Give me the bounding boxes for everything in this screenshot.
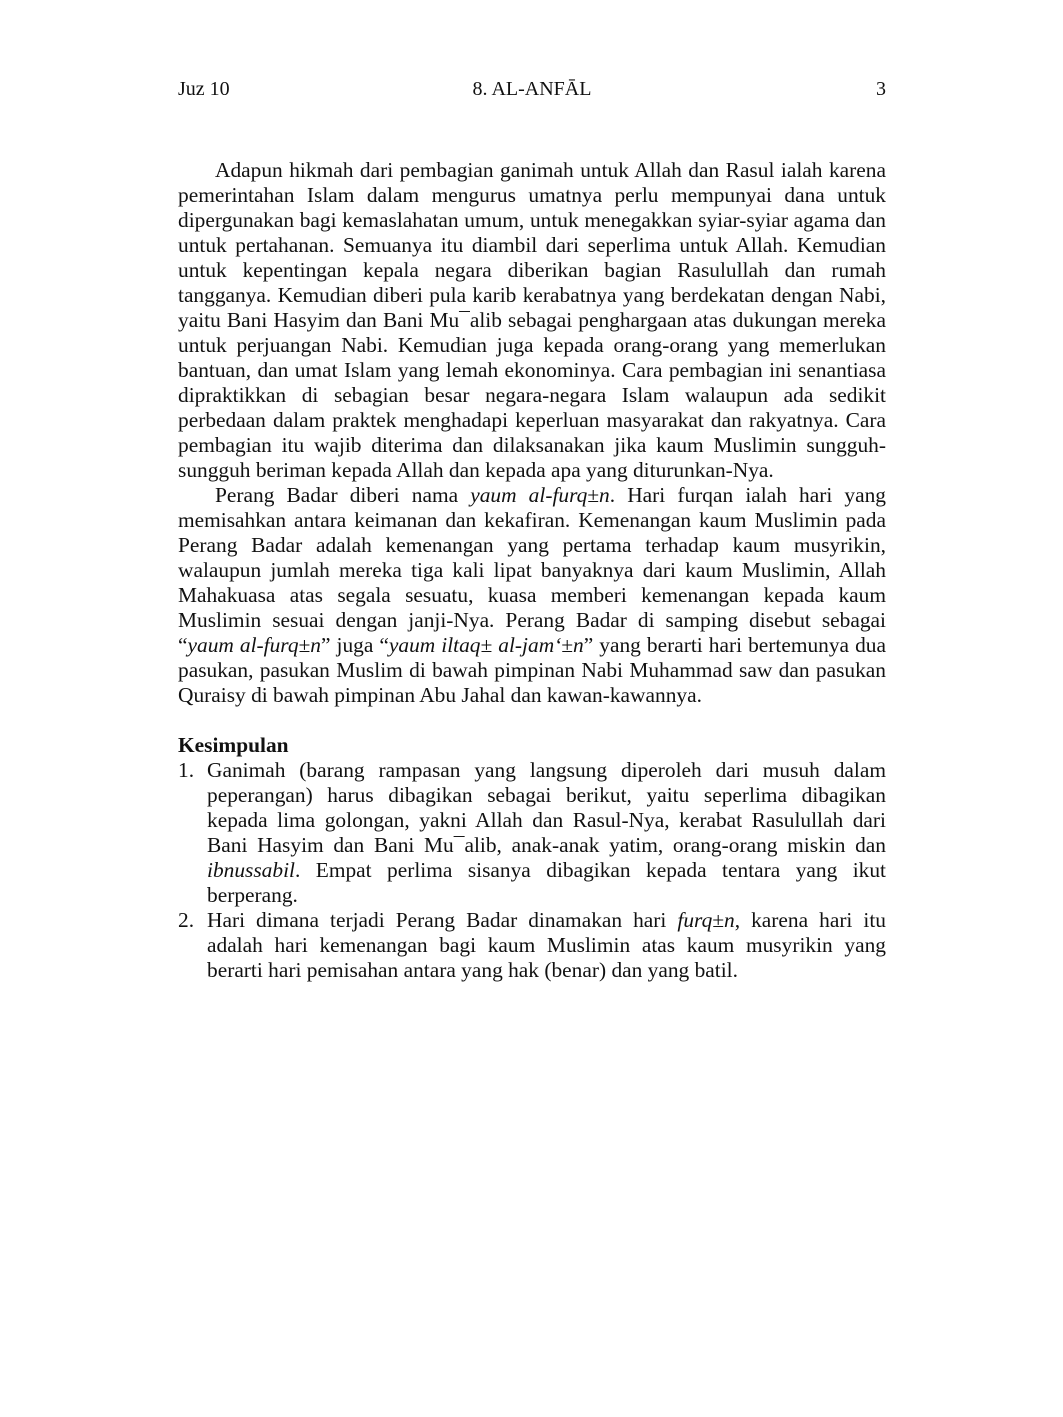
paragraph-text: ” yang berarti hari bertemunya dua pasukan, pasukan Muslim di bawah pimpinan Nabi Muhammad saw dan pasukan Quraisy di bawah pimpinan Abu Jahal dan kawan-kawannya. (178, 633, 886, 707)
header-juz: Juz 10 (178, 78, 230, 100)
item-text: Ganimah (barang rampasan yang langsung diperoleh dari musuh dalam peperangan) harus dibagikan sebagai berikut, yaitu seperlima dibagikan kepada lima golongan, yakni Allah dan Rasul-Nya, kerabat Rasulullah dari Bani Hasyim dan Bani Mu¯alib, anak-anak yatim, orang-orang miskin dan (207, 758, 886, 857)
conclusion-item-1 (178, 758, 886, 908)
item-text: , karena hari itu adalah hari kemenangan bagi kaum Muslimin atas kaum musyrikin yang berarti hari pemisahan antara yang hak (benar) dan yang batil. (207, 908, 886, 982)
header-surah-title: 8. AL-ANFĀL (472, 78, 592, 100)
running-header (178, 76, 886, 102)
conclusion-list (178, 758, 886, 983)
conclusion-heading: Kesimpulan (178, 733, 289, 757)
italic-term: yaum al-furq±n (470, 483, 610, 507)
italic-term: yaum al-furq±n (187, 633, 321, 657)
item-number: 1. (178, 758, 195, 782)
paragraph-text: ” juga “ (320, 633, 389, 657)
paragraph-hikmah-ganimah: Adapun hikmah dari pembagian ganimah untuk Allah dan Rasul ialah karena pemerintahan Islam dalam mengurus umatnya perlu mempunyai dana untuk dipergunakan bagi kemaslahatan umum, untuk menegakkan syiar-syiar agama dan untuk pertahanan. Semuanya itu diambil dari seperlima untuk Allah. Kemudian untuk kepentingan kepala negara diberikan bagian Rasulullah dan rumah tangganya. Kemudian diberi pula karib kerabatnya yang berdekatan dengan Nabi, yaitu Bani Hasyim dan Bani Mu¯alib sebagai penghargaan atas dukungan mereka untuk perjuangan Nabi. Kemudian juga kepada orang-orang yang memerlukan bantuan, dan umat Islam yang lemah ekonominya. Cara pembagian ini senantiasa dipraktikkan di sebagian besar negara-negara Islam walaupun ada sedikit perbedaan dalam praktek menghadapi keperluan masyarakat dan rakyatnya. Cara pembagian itu wajib diterima dan dilaksanakan jika kaum Muslimin sungguh-sungguh beriman kepada Allah dan kepada apa yang diturunkan-Nya. (178, 158, 886, 482)
paragraph-perang-badar (178, 483, 886, 708)
item-text: Hari dimana terjadi Perang Badar dinamakan hari (207, 908, 678, 932)
conclusion-item-2 (178, 908, 886, 983)
italic-term: furq±n (677, 908, 735, 932)
header-page-number: 3 (876, 78, 886, 100)
paragraph-text: Perang Badar diberi nama (215, 483, 471, 507)
paragraph-text: . Hari furqan ialah hari yang memisahkan antara keimanan dan kekafiran. Kemenangan kaum Muslimin pada Perang Badar adalah kemenangan yang pertama terhadap kaum musyrikin, walaupun jumlah mereka tiga kali lipat banyaknya dari kaum Muslimin, Allah Mahakuasa atas segala sesuatu, kuasa memberi kemenangan kepada kaum Muslimin sesuai dengan janji-Nya. Perang Badar di samping disebut sebagai “ (178, 483, 886, 657)
italic-term: yaum iltaq± al-jam‘±n (388, 633, 584, 657)
body-text (178, 158, 886, 983)
italic-term: ibnussabil (207, 858, 295, 882)
item-text: . Empat perlima sisanya dibagikan kepada tentara yang ikut berperang. (207, 858, 886, 907)
item-number: 2. (178, 908, 195, 932)
